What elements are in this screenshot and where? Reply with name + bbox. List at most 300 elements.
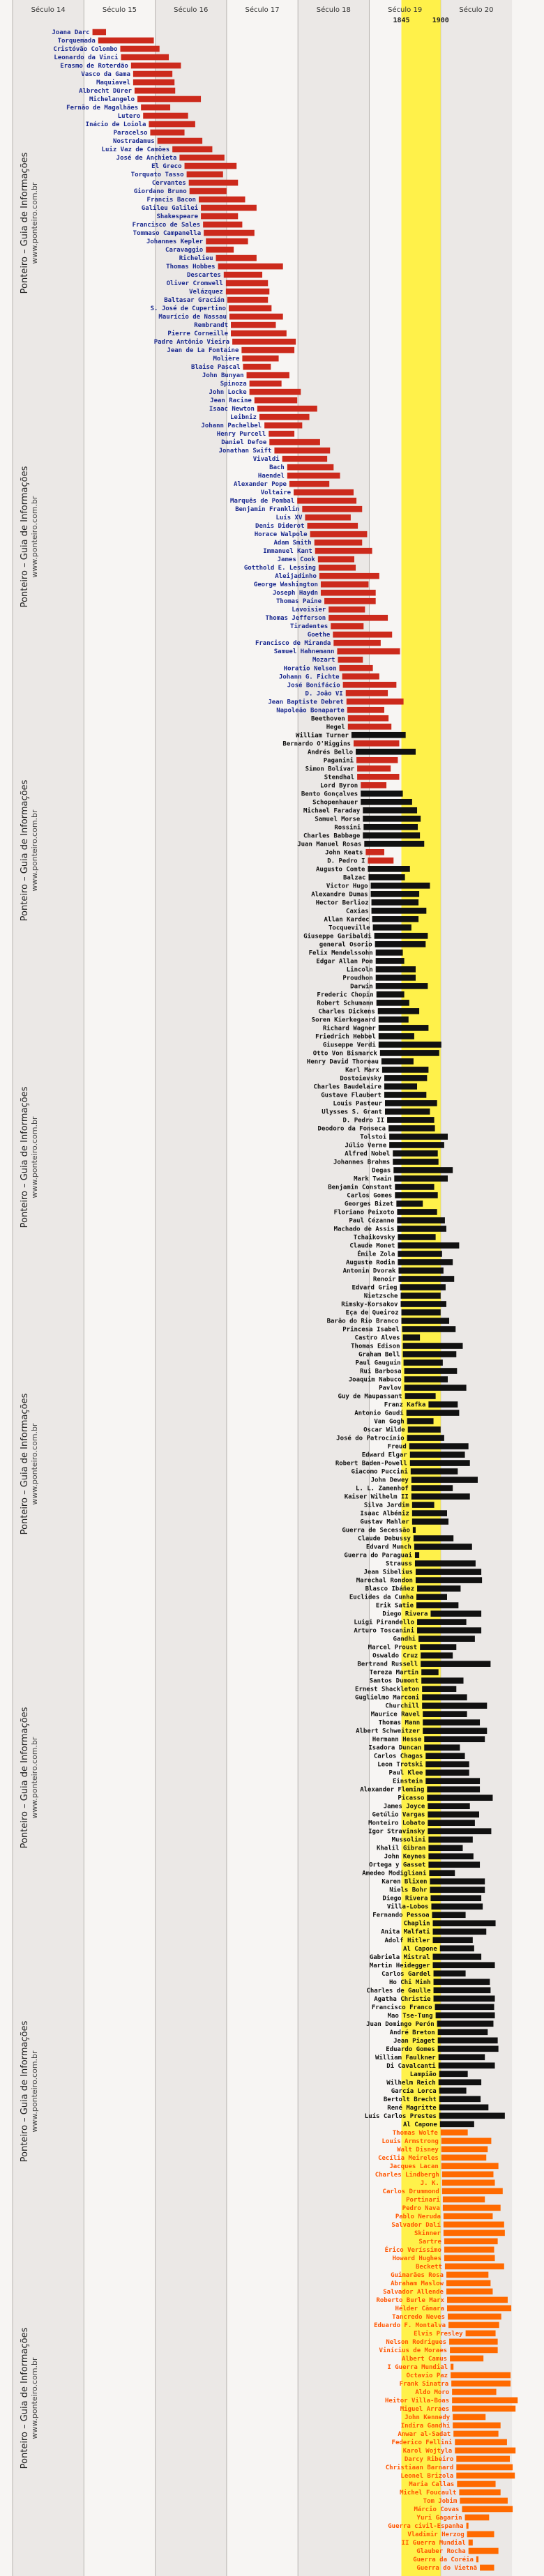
person-name-label: Giacomo Puccini [351,1468,408,1476]
person-name-label: Auguste Rodin [345,1259,395,1267]
watermark [20,1973,45,2210]
person-name-label: Castro Alves [354,1334,400,1342]
person-name-label: Paganini [323,757,354,765]
lifespan-bar [425,1769,469,1776]
lifespan-bar [445,2264,504,2270]
person-name-label: Tocqueville [328,924,370,932]
lifespan-bar [297,498,356,504]
lifespan-bar [422,1694,467,1700]
person-name-label: Galileu Galilei [141,205,199,213]
person-name-label: Mussolini [391,1836,426,1844]
century-label: Século 14 [31,6,66,14]
person-name-label: Pavlov [379,1385,402,1392]
person-name-label: Horace Walpole [254,531,308,539]
lifespan-bar [398,1267,443,1274]
person-name-label: Soren Kierkegaard [311,1016,376,1024]
lifespan-bar [476,2556,478,2563]
lifespan-bar [437,2020,494,2027]
person-name-label: Guerra do Paraguai [344,1552,412,1560]
person-name-label: Elvis Presley [414,2330,463,2338]
century-label: Século 17 [245,6,280,14]
lifespan-bar [439,2087,467,2094]
lifespan-bar [324,598,376,604]
lifespan-bar [340,665,373,671]
person-name-label: Jean de La Fontaine [167,347,239,355]
person-name-label: Lavoisier [292,607,326,614]
lifespan-bar [393,1167,453,1173]
lifespan-bar [357,765,391,772]
person-name-label: Baltasar Gracián [164,297,225,305]
lifespan-bar [416,1594,447,1600]
watermark-text [20,418,39,655]
lifespan-bar [423,1719,480,1725]
person-name-label: Robert Schumann [317,1000,374,1007]
lifespan-bar [250,389,301,395]
lifespan-bar [384,1092,426,1098]
person-name-label: Georges Bizet [344,1201,394,1208]
person-name-label: Nelson Rodrigues [386,2338,447,2346]
lifespan-bar [446,2280,490,2287]
person-name-label: Louis Pasteur [333,1100,382,1108]
lifespan-bar [98,38,154,44]
lifespan-bar [450,2347,498,2354]
person-name-label: James Joyce [383,1803,425,1811]
lifespan-bar [356,757,398,763]
person-name-label: Mark Twain [354,1175,392,1183]
person-name-label: Howard Hughes [392,2255,441,2262]
lifespan-bar [216,255,257,261]
watermark [20,1659,45,1896]
person-name-label: Karol Wojtyla [402,2447,453,2455]
lifespan-bar [416,1569,481,1575]
lifespan-bar [402,1318,450,1324]
lifespan-bar [398,1259,453,1265]
lifespan-bar [416,1602,458,1608]
person-name-label: Kaiser Wilhelm II [344,1493,409,1501]
lifespan-bar [232,339,296,345]
person-name-label: Samuel Hahnemann [273,648,335,656]
watermark [20,418,45,655]
person-name-label: Di Cavalcanti [386,2062,436,2070]
person-name-label: John Keats [325,849,363,857]
lifespan-bar [421,1669,439,1675]
person-name-label: Claude Monet [349,1242,395,1250]
lifespan-bar [318,556,354,563]
person-name-label: Benjamin Franklin [235,506,300,514]
person-name-label: Franz Kafka [384,1401,426,1409]
watermark-text [20,732,39,969]
lifespan-bar [376,958,405,964]
person-name-label: John Bunyan [202,372,244,380]
lifespan-bar [415,1560,476,1567]
watermark-url: www.ponteiro.com.br [30,1423,39,1505]
lifespan-bar [448,2322,499,2329]
person-name-label: Otto Von Bismarck [312,1050,377,1058]
lifespan-bar [428,1836,472,1843]
lifespan-bar [393,1150,437,1157]
lifespan-bar [131,63,181,69]
person-name-label: Guerra de Secessão [342,1527,410,1534]
lifespan-bar [179,155,224,161]
person-name-label: Pedro Nava [402,2204,440,2212]
lifespan-bar [428,1828,491,1834]
watermark [20,732,45,969]
person-name-label: Guimarães Rosa [391,2271,444,2279]
person-name-label: Carlos Chagas [373,1753,423,1760]
person-name-label: Goethe [307,632,331,639]
person-name-label: Fernando Pessoa [372,1912,430,1919]
century-label: Século 20 [459,6,494,14]
person-name-label: Samuel Morse [315,816,361,823]
person-name-label: Karl Marx [345,1067,379,1074]
person-name-label: Gotthold E. Lessing [243,565,316,572]
person-name-label: Johann Pachelbel [201,422,262,430]
lifespan-bar [412,1502,435,1508]
lifespan-bar [187,172,223,178]
lifespan-bar [203,222,242,228]
lifespan-bar [363,824,418,830]
lifespan-bar [418,1636,475,1642]
person-name-label: Marquês de Pombal [230,498,295,505]
lifespan-bar [404,1359,443,1366]
person-name-label: Floriano Peixoto [333,1209,395,1217]
person-name-label: Isaac Albéniz [360,1510,409,1518]
lifespan-bar [379,1025,429,1031]
lifespan-bar [347,707,384,713]
lifespan-bar [438,2037,498,2043]
person-name-label: Amedeo Modigliani [362,1870,427,1877]
lifespan-bar [424,1736,485,1742]
lifespan-bar [412,1510,447,1516]
person-name-label: Caravaggio [165,247,204,254]
lifespan-bar [440,1945,474,1951]
watermark-title: Ponteiro – Guia de Informações [20,779,30,922]
person-name-label: Francisco Franco [371,2004,432,2011]
lifespan-bar [133,79,174,86]
lifespan-bar [319,565,356,571]
person-name-label: Nostradamus [113,138,155,146]
person-name-label: Agatha Christie [374,1995,431,2003]
person-name-label: I Guerra Mundial [387,2363,448,2371]
person-name-label: Bach [269,464,285,472]
highlight-year-label: 1900 [432,17,449,24]
person-name-label: Richard Wagner [322,1025,376,1032]
person-name-label: Diego Rivera [382,1895,428,1903]
person-name-label: Guerra da Coréia [413,2556,474,2563]
person-name-label: Portinari [406,2196,440,2204]
person-name-label: D. Pedro I [327,858,365,865]
watermark-title: Ponteiro – Guia de Informações [20,466,30,608]
lifespan-bar [201,213,238,220]
lifespan-bar [378,1008,419,1014]
person-name-label: Anita Malfati [381,1928,430,1936]
lifespan-bar [403,1351,457,1357]
lifespan-bar [438,2045,499,2052]
watermark-url: www.ponteiro.com.br [30,182,39,264]
lifespan-bar [459,2490,500,2496]
lifespan-bar [371,891,420,897]
person-name-label: Michel Foucault [400,2489,457,2497]
person-name-label: Christiaan Barnard [385,2464,454,2471]
lifespan-bar [302,506,362,512]
lifespan-bar [372,916,418,922]
person-name-label: Marechal Rondon [356,1577,413,1585]
lifespan-bar [347,699,404,705]
lifespan-bar [411,1485,453,1491]
person-name-label: Deodoro da Fonseca [317,1125,386,1133]
lifespan-bar [204,230,255,236]
lifespan-bar [428,1820,475,1826]
person-name-label: Degas [372,1167,391,1175]
lifespan-bar [135,88,175,94]
person-name-label: Giuseppe Verdi [322,1042,376,1049]
person-name-label: Salvador Allende [383,2288,444,2296]
person-name-label: Thomas Paine [276,598,322,606]
lifespan-bar [305,515,350,521]
person-name-label: Luigi Pirandello [354,1619,415,1626]
person-name-label: Spinoza [220,381,247,388]
person-name-label: Adolf Hitler [384,1937,430,1944]
lifespan-bar [393,1159,438,1165]
person-name-label: Vladimir Herzog [407,2531,464,2538]
watermark [20,105,45,342]
lifespan-bar [438,2029,488,2035]
person-name-label: Giordano Bruno [133,188,187,196]
lifespan-bar [456,2456,510,2462]
lifespan-bar [389,1134,448,1140]
person-name-label: El Greco [151,163,182,171]
person-name-label: Guerra do Vietnã [416,2564,478,2572]
lifespan-bar [388,1125,435,1131]
person-name-label: Leon Trotski [377,1761,423,1769]
person-name-label: Skinner [414,2230,441,2237]
person-name-label: Alfred Nobel [345,1150,391,1158]
lifespan-bar [397,1209,437,1215]
lifespan-bar [226,289,269,295]
lifespan-bar [444,2222,504,2228]
person-name-label: Bento Gonçalves [301,791,358,798]
lifespan-bar [433,1953,482,1960]
person-name-label: Princesa Isabel [342,1326,400,1334]
person-name-label: Yuri Gagarin [416,2514,462,2522]
person-name-label: Haendel [257,473,285,480]
person-name-label: Charles de Gaulle [366,1987,431,1995]
person-name-label: Albert Schweitzer [356,1728,421,1735]
lifespan-bar [400,1301,446,1307]
lifespan-bar [247,372,289,379]
lifespan-bar [231,330,287,337]
person-name-label: Tom Jobim [423,2497,458,2505]
lifespan-bar [467,2523,469,2529]
person-name-label: John Dewey [370,1477,409,1484]
lifespan-bar [451,2372,511,2379]
person-name-label: Sartre [418,2238,441,2246]
person-name-label: Darcy Ribeiro [404,2455,454,2463]
watermark-text [20,1039,39,1276]
person-name-label: Velázquez [189,289,223,296]
lifespan-bar [434,1979,490,1985]
person-name-label: Claude Debussy [358,1535,411,1543]
person-name-label: Gustave Flaubert [321,1092,381,1099]
person-name-label: Francisco de Miranda [255,640,331,648]
lifespan-bar [385,1108,430,1115]
person-name-label: Thomas Jefferson [265,615,326,623]
person-name-label: Shakespeare [156,213,199,221]
lifespan-bar [141,105,170,111]
person-name-label: Vinícius de Moraes [379,2347,448,2354]
lifespan-bar [451,2364,453,2370]
person-name-label: Michelangelo [89,96,135,104]
person-name-label: Alexander Pope [234,481,287,489]
person-name-label: John Locke [209,389,247,397]
person-name-label: II Guerra Mundial [401,2539,466,2547]
person-name-label: Bertolt Brecht [383,2096,437,2103]
lifespan-bar [428,1853,473,1859]
century-label: Século 18 [316,6,351,14]
person-name-label: Abraham Maslow [391,2280,444,2287]
lifespan-bar [395,1192,437,1198]
person-name-label: Johannes Brahms [333,1159,391,1166]
person-name-label: Octavio Paz [406,2372,448,2379]
lifespan-bar [457,2481,495,2487]
person-name-label: Schopenhauer [312,799,358,807]
person-name-label: Al Capone [402,1945,437,1953]
lifespan-bar [417,1619,467,1625]
lifespan-bar [428,1861,480,1868]
lifespan-bar [410,1451,465,1458]
person-name-label: Maria Callas [409,2480,455,2488]
person-name-label: Erasmo de Roterdão [60,63,128,70]
lifespan-bar [395,1184,434,1190]
person-name-label: Eduardo F. Montalva [374,2322,446,2329]
lifespan-bar [365,849,384,855]
lifespan-bar [453,2423,501,2429]
person-name-label: Wilhelm Reich [386,2079,436,2087]
person-name-label: Villa-Lobos [386,1903,429,1911]
person-name-label: Gabriela Mistral [369,1953,430,1961]
person-name-label: Antonin Dvorak [342,1267,396,1275]
person-name-label: Renoir [372,1276,396,1283]
person-name-label: Richelieu [179,255,213,263]
lifespan-bar [371,883,430,889]
lifespan-bar [361,782,386,788]
person-name-label: Barão do Rio Branco [326,1318,399,1325]
lifespan-bar [226,280,268,287]
person-name-label: Maquiavel [96,79,130,87]
lifespan-bar [379,1042,441,1048]
lifespan-bar [413,1527,416,1533]
person-name-label: S. José de Cupertino [150,305,226,313]
watermark-title: Ponteiro – Guia de Informações [20,152,30,294]
person-name-label: Balzac [342,874,366,882]
lifespan-bar [328,615,388,621]
lifespan-bar [373,924,411,931]
person-name-label: James Cook [277,556,315,564]
lifespan-bar [433,1928,487,1935]
person-name-label: Picasso [398,1794,425,1802]
person-name-label: Thomas Edison [351,1343,400,1350]
lifespan-bar [444,2230,505,2236]
lifespan-bar [397,1226,446,1232]
person-name-label: Thomas Hobbes [166,264,216,271]
lifespan-bar [411,1477,478,1483]
lifespan-bar [402,1326,456,1332]
lifespan-bar [460,2498,508,2504]
watermark [20,1039,45,1276]
lifespan-bar [430,1878,485,1884]
person-name-label: Maurício de Nassau [158,314,227,321]
lifespan-bar [439,2104,489,2110]
person-name-label: Tiradentes [290,623,328,631]
lifespan-bar [421,1652,453,1659]
person-name-label: Luiz Vaz de Camões [101,146,170,154]
lifespan-bar [398,1276,454,1282]
person-name-label: Miguel Arraes [400,2405,450,2413]
person-name-label: Joaquim Nabuco [348,1376,402,1384]
lifespan-bar [189,180,239,186]
person-name-label: Guerra civil-Espanha [388,2522,464,2530]
watermark-url: www.ponteiro.com.br [30,1116,39,1198]
lifespan-bar [405,1376,448,1382]
person-name-label: Karen Blixen [381,1878,428,1886]
person-name-label: Proudhon [342,975,373,982]
person-name-label: Henry David Thoreau [306,1058,379,1066]
lifespan-bar [442,2188,503,2195]
lifespan-bar [294,489,354,496]
lifespan-bar [375,941,426,947]
lifespan-bar [315,548,372,554]
lifespan-bar [430,1610,481,1617]
person-name-label: Paul Cézanne [349,1217,395,1225]
person-name-label: Inácio de Loiola [85,121,146,129]
person-name-label: Rossini [334,824,361,832]
lifespan-bar [430,1887,485,1893]
lifespan-bar [452,2406,515,2412]
person-name-label: Gustav Mahler [360,1518,409,1526]
lifespan-bar [269,431,294,437]
person-name-label: Michael Faraday [303,807,361,815]
lifespan-bar [250,381,282,387]
lifespan-bar [385,1100,437,1106]
watermark-text [20,1659,39,1896]
person-name-label: Mao Tse-Tung [387,2012,433,2020]
lifespan-bar [206,238,248,245]
person-name-label: Oswaldo Cruz [372,1652,418,1660]
lifespan-bar [333,632,392,638]
person-name-label: Napoleão Bonaparte [276,707,345,715]
person-name-label: Carlos Gardel [381,1970,431,1978]
person-name-label: Immanuel Kant [263,548,312,556]
person-name-label: Jean Racine [210,397,252,405]
person-name-label: Carlos Drummond [382,2188,439,2195]
lifespan-bar [451,2381,511,2387]
lifespan-bar [363,832,420,839]
person-name-label: René Magritte [387,2104,437,2112]
lifespan-bar [422,1686,456,1692]
person-name-label: Lampião [409,2071,437,2078]
person-name-label: Getúlio Vargas [372,1811,425,1819]
person-name-label: Igor Stravinsky [368,1828,425,1836]
person-name-label: Henry Purcell [216,431,266,439]
lifespan-bar [337,648,400,655]
lifespan-bar [259,414,310,420]
person-name-label: Jonathan Swift [218,448,272,455]
person-name-label: Johann G. Fichte [278,673,340,681]
lifespan-bar [405,1368,458,1374]
lifespan-bar [269,439,320,445]
person-name-label: Mozart [312,657,335,664]
person-name-label: Benjamin Constant [328,1184,393,1191]
